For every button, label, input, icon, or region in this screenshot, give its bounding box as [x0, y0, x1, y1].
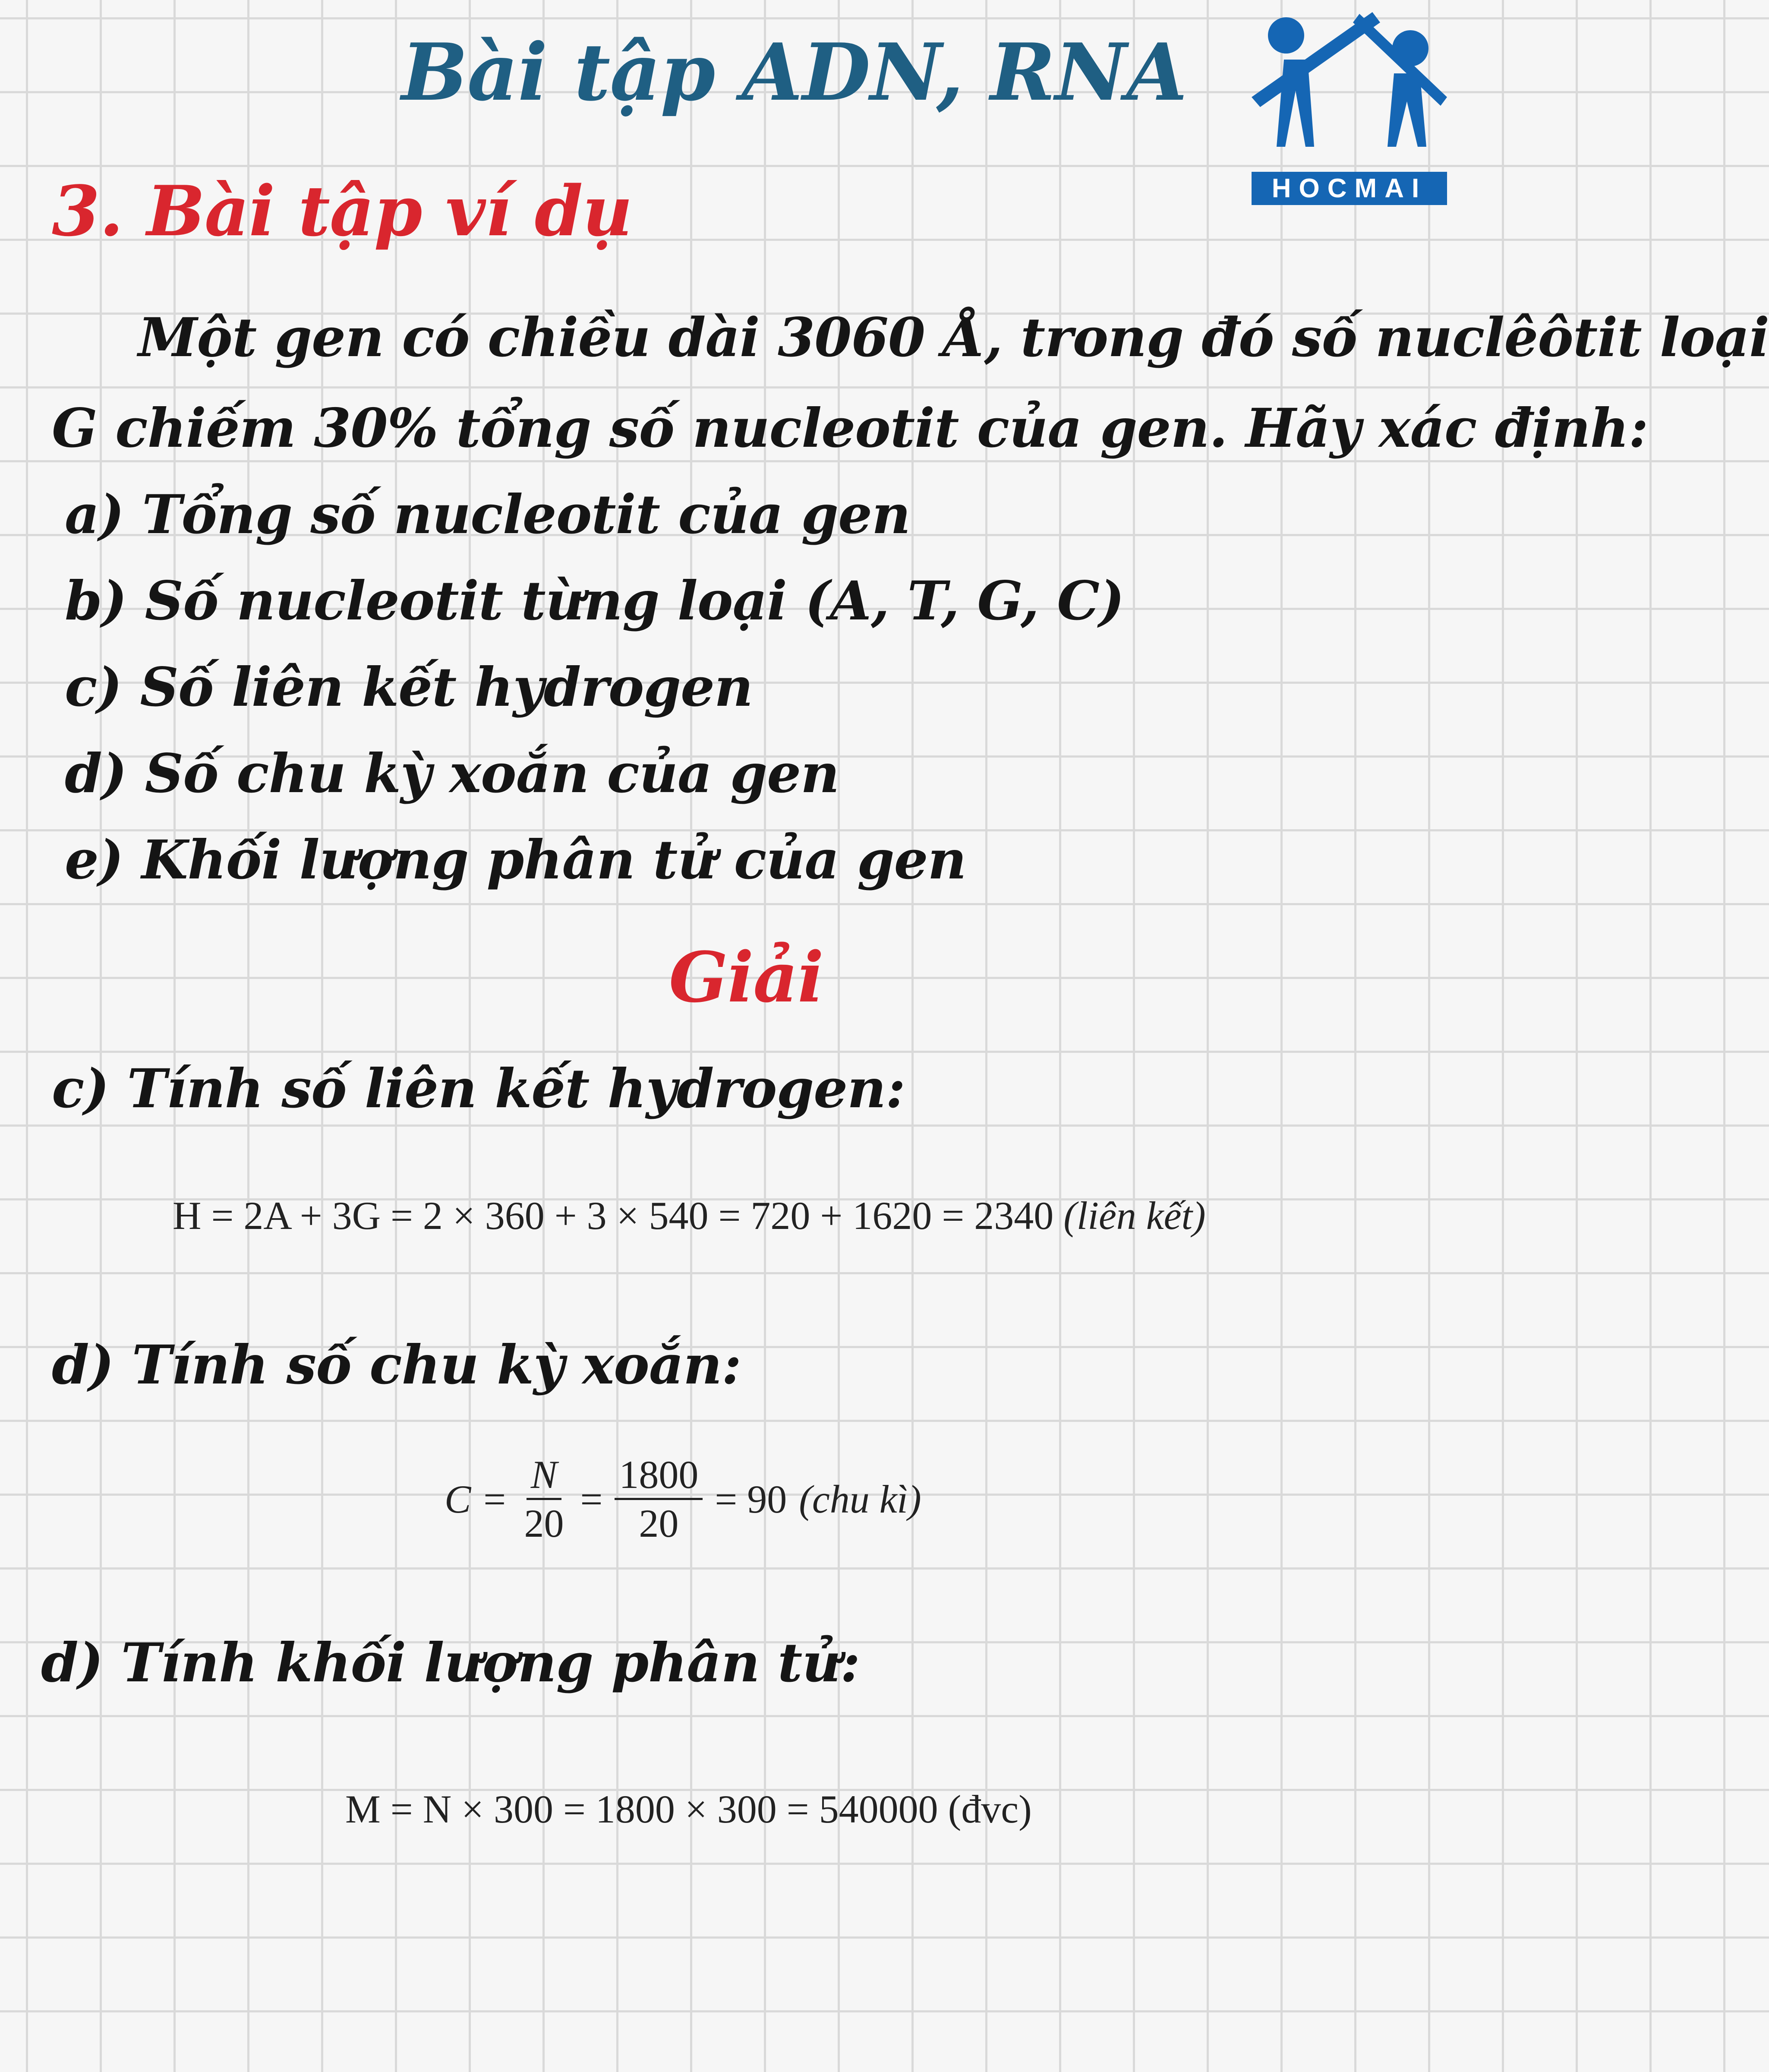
mass-formula-unit: (đvc) [948, 1787, 1032, 1831]
problem-line-1: Một gen có chiều dài 3060 Å, trong đó số nuclêôtit loại [138, 306, 1769, 369]
question-item-b: b) Số nucleotit từng loại (A, T, G, C) [65, 570, 1124, 632]
question-item-d: d) Số chu kỳ xoắn của gen [65, 742, 839, 805]
hydrogen-formula [173, 1194, 1206, 1238]
cycles-formula-lhs: C = [445, 1477, 508, 1521]
solution-part-mass-heading: d) Tính khối lượng phân tử: [41, 1632, 860, 1694]
cycles-formula [445, 1455, 921, 1543]
mass-formula [345, 1789, 1032, 1829]
solution-heading: Giải [669, 937, 823, 1018]
cycles-formula-unit: (chu kì) [799, 1477, 921, 1521]
cycles-formula-equals: = [580, 1477, 603, 1521]
hocmai-logo [1243, 9, 1447, 205]
cycles-fraction-1 [520, 1455, 568, 1543]
question-item-a: a) Tổng số nucleotit của gen [65, 483, 911, 546]
hocmai-logo-text: HOCMAI [1252, 172, 1447, 205]
question-item-e: e) Khối lượng phân tử của gen [65, 829, 966, 891]
cycles-fraction-1-numerator: N [527, 1455, 561, 1500]
solution-part-cycles-heading: d) Tính số chu kỳ xoắn: [52, 1334, 741, 1396]
problem-line-2: G chiếm 30% tổng số nucleotit của gen. Hãy xác định: [52, 397, 1648, 460]
mass-formula-expression: M = N × 300 = 1800 × 300 = 540000 [345, 1787, 938, 1831]
question-item-c: c) Số liên kết hydrogen [65, 656, 753, 719]
page-title: Bài tập ADN, RNA [401, 26, 1187, 118]
cycles-fraction-1-denominator: 20 [524, 1501, 564, 1545]
cycles-formula-result: = 90 [715, 1477, 787, 1521]
solution-part-hydrogen-heading: c) Tính số liên kết hydrogen: [52, 1058, 905, 1120]
cycles-fraction-2-numerator: 1800 [615, 1455, 703, 1500]
hydrogen-formula-expression: H = 2A + 3G = 2 × 360 + 3 × 540 = 720 + 1620 = 2340 [173, 1194, 1054, 1238]
hydrogen-formula-unit: (liên kết) [1063, 1194, 1206, 1238]
cycles-fraction-2-denominator: 20 [639, 1501, 679, 1545]
section-heading: 3. Bài tập ví dụ [52, 171, 632, 252]
cycles-fraction-2 [615, 1455, 703, 1543]
hocmai-logo-icon [1243, 9, 1447, 168]
